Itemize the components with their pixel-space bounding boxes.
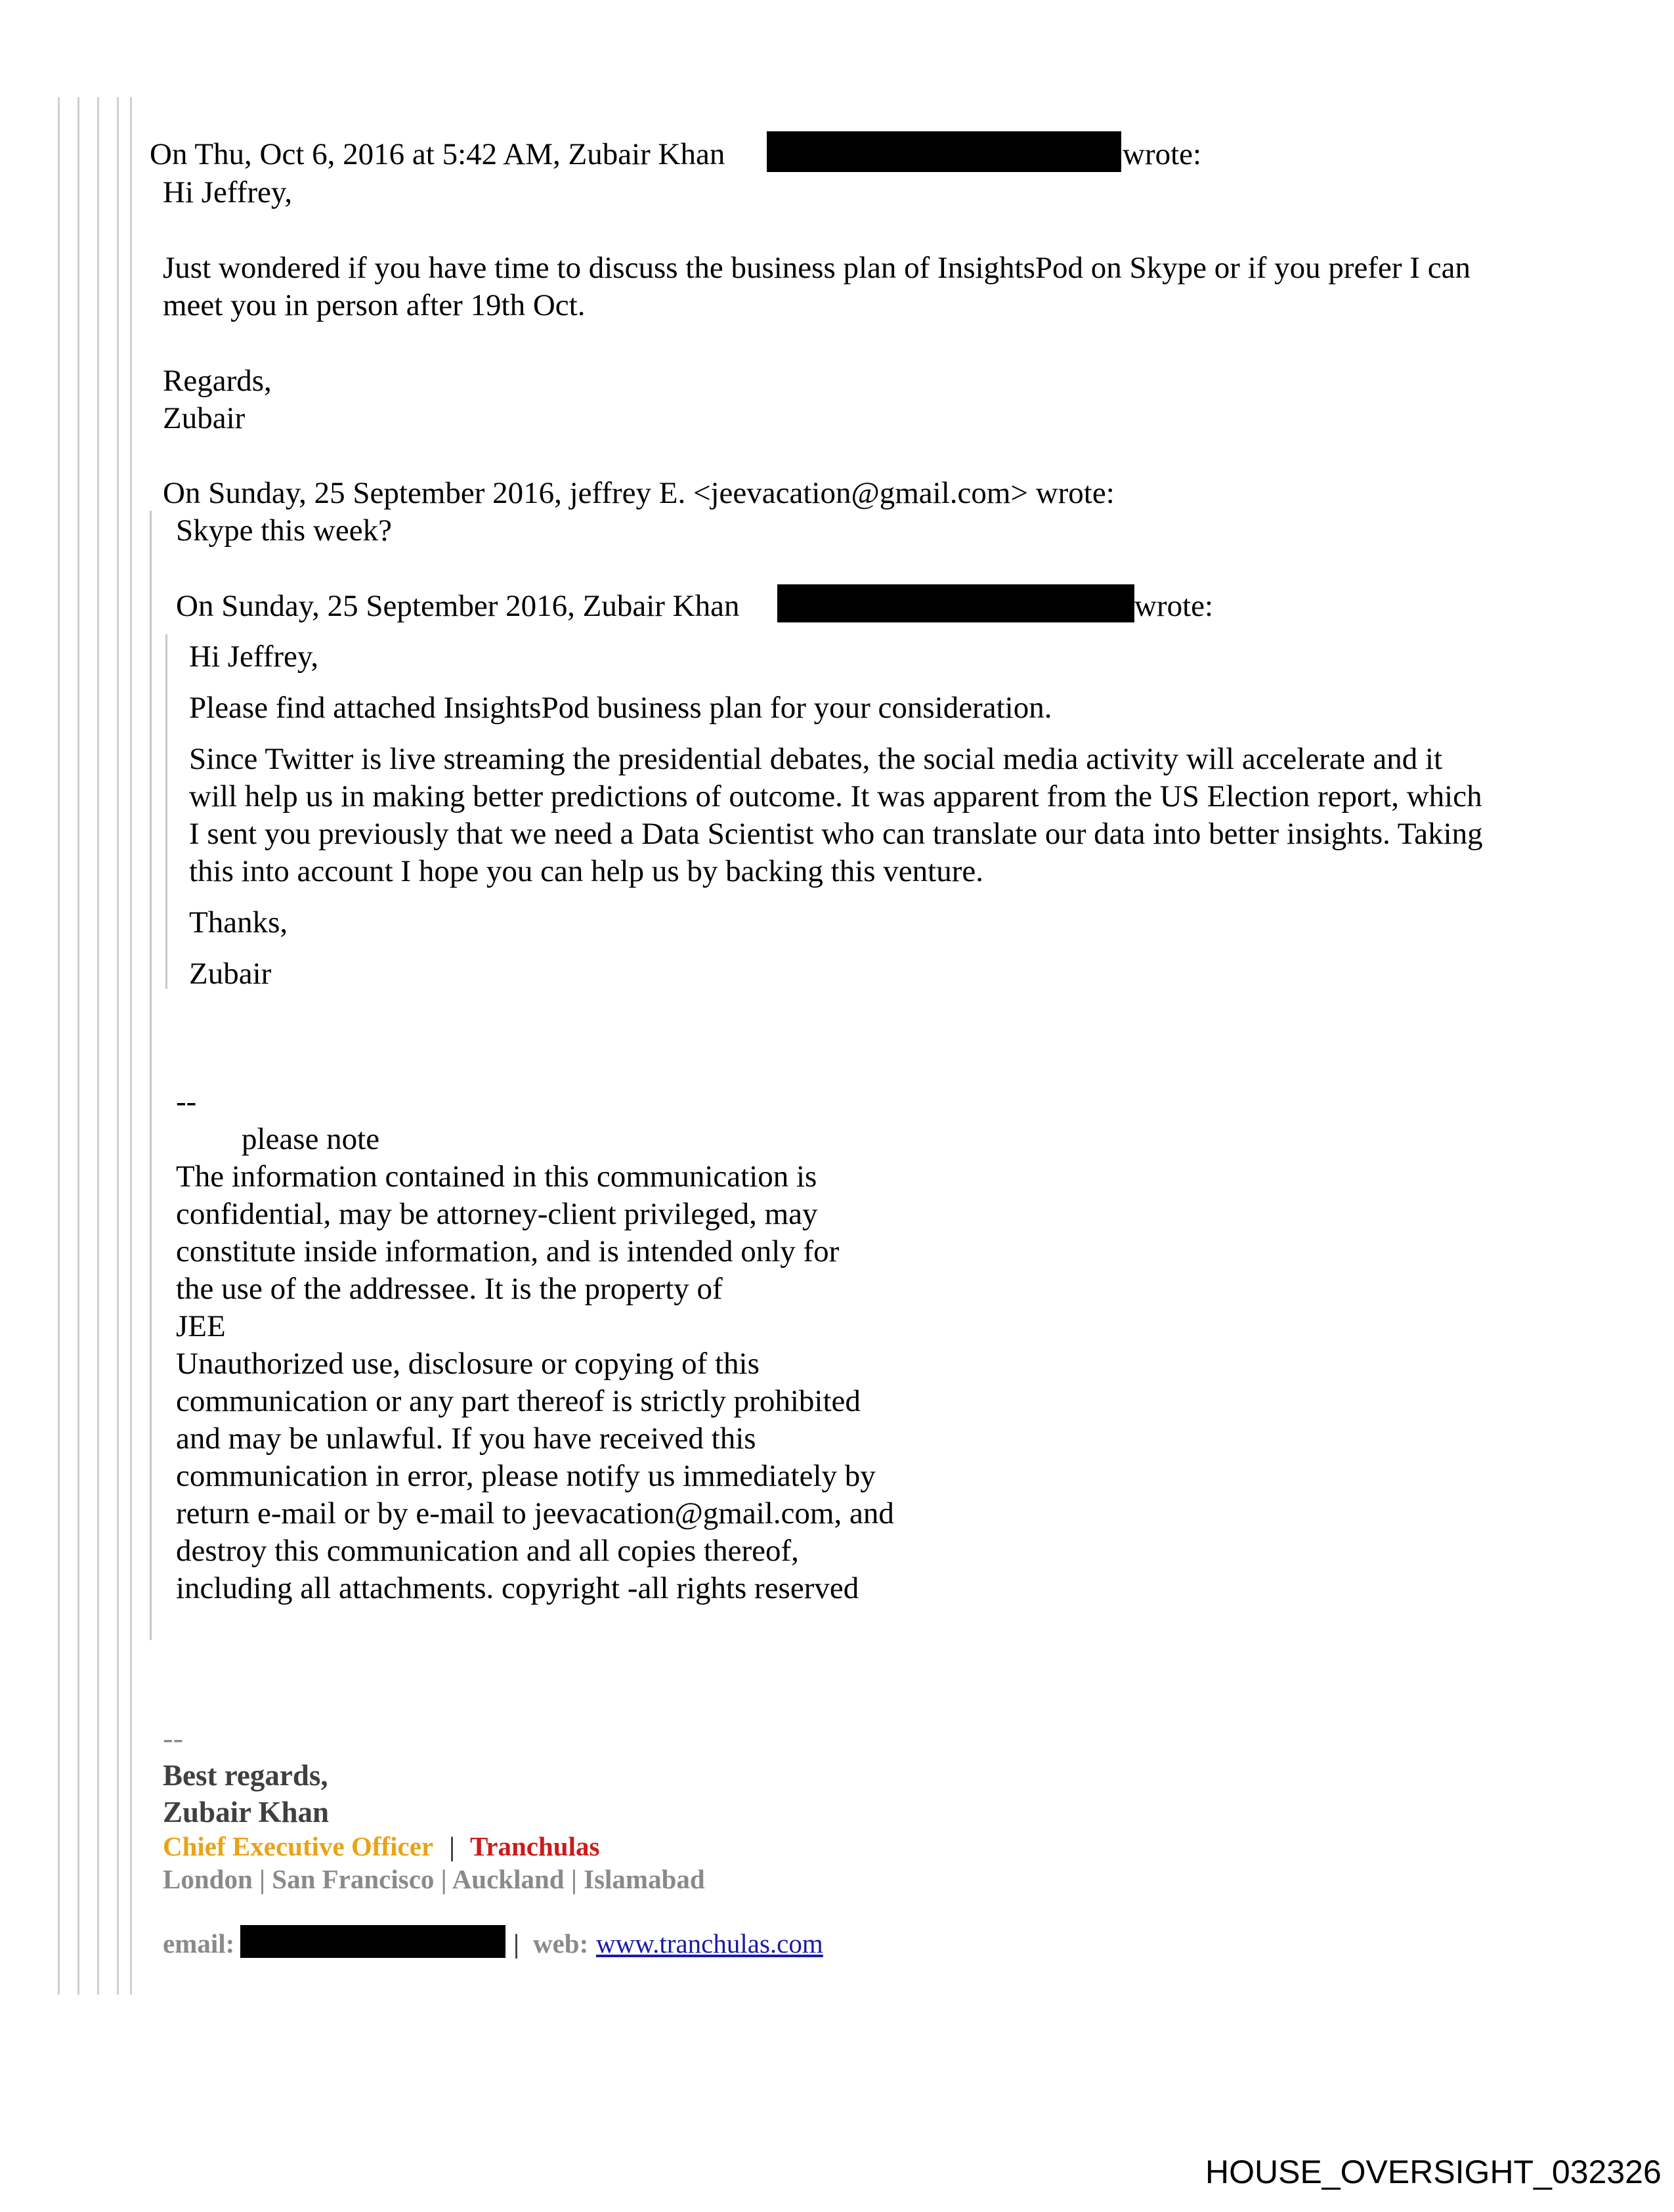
signature-title: Chief Executive Officer — [163, 1831, 434, 1861]
left-rule-2 — [77, 97, 79, 1995]
wrote-label: wrote: — [1123, 137, 1202, 171]
website-link[interactable]: www.tranchulas.com — [596, 1928, 823, 1959]
disclaimer-line: including all attachments. copyright -all rights reserved — [176, 1571, 859, 1605]
closing: Regards, — [163, 364, 272, 398]
quote-rule — [150, 511, 152, 1640]
disclaimer-line: JEE — [176, 1309, 226, 1343]
signature-web-separator: | — [513, 1928, 520, 1959]
disclaimer-line: destroy this communication and all copies thereof, — [176, 1534, 799, 1568]
disclaimer-line: and may be unlawful. If you have received this — [176, 1421, 756, 1456]
redaction-box — [777, 584, 1134, 622]
left-rule-3 — [97, 97, 99, 1995]
redaction-box — [767, 131, 1121, 172]
bates-number: HOUSE_OVERSIGHT_032326 — [1205, 2154, 1662, 2190]
signature-name: Zubair Khan — [163, 1796, 330, 1829]
disclaimer-line: confidential, may be attorney-client privileged, may — [176, 1197, 818, 1231]
signature-regards: Best regards, — [163, 1759, 328, 1792]
separator: -- — [176, 1085, 197, 1119]
wrote-label: wrote: — [1134, 589, 1214, 623]
disclaimer-line: the use of the addressee. It is the property of — [176, 1272, 723, 1306]
left-rule-4 — [117, 97, 119, 1995]
left-rule-5 — [130, 97, 132, 1995]
redaction-box — [240, 1925, 505, 1958]
disclaimer-heading: please note — [242, 1122, 380, 1156]
disclaimer-line: communication or any part thereof is strictly prohibited — [176, 1384, 861, 1418]
body-line: meet you in person after 19th Oct. — [163, 288, 586, 322]
body-line: I sent you previously that we need a Data Scientist who can translate our data into better insights. Taking — [189, 817, 1483, 851]
body-line: this into account I hope you can help us by backing this venture. — [189, 854, 983, 888]
signature-company: Tranchulas — [470, 1831, 600, 1861]
quoted-header: On Sunday, 25 September 2016, jeffrey E. <jeevacation@gmail.com> wrote: — [163, 476, 1115, 510]
body-line: Since Twitter is live streaming the presidential debates, the social media activity will accelerate and it — [189, 742, 1443, 776]
email-date-line: On Thu, Oct 6, 2016 at 5:42 AM, Zubair Khan — [150, 137, 725, 171]
signature-web-label: web: — [533, 1928, 589, 1959]
thanks: Thanks, — [189, 905, 288, 940]
body-line: will help us in making better predictions of outcome. It was apparent from the US Election report, which — [189, 779, 1482, 813]
disclaimer-line: The information contained in this communication is — [176, 1160, 817, 1194]
body-line: Please find attached InsightsPod business plan for your consideration. — [189, 691, 1052, 725]
disclaimer-line: Unauthorized use, disclosure or copying of this — [176, 1347, 760, 1381]
sender-name: Zubair — [189, 957, 272, 991]
greeting: Hi Jeffrey, — [189, 640, 319, 674]
greeting: Hi Jeffrey, — [163, 175, 293, 209]
disclaimer-line: return e-mail or by e-mail to jeevacation@gmail.com, and — [176, 1496, 894, 1530]
signature-email-label: email: — [163, 1928, 235, 1959]
body-line: Just wondered if you have time to discuss the business plan of InsightsPod on Skype or if you prefer I can — [163, 251, 1470, 285]
signature-pipe: | — [449, 1831, 456, 1861]
quoted-header: On Sunday, 25 September 2016, Zubair Khan — [176, 589, 740, 623]
disclaimer-line: communication in error, please notify us immediately by — [176, 1459, 876, 1493]
sender-name: Zubair — [163, 401, 246, 435]
quote-rule — [165, 634, 167, 989]
separator: -- — [163, 1722, 184, 1756]
signature-cities: London | San Francisco | Auckland | Islamabad — [163, 1864, 705, 1894]
disclaimer-line: constitute inside information, and is intended only for — [176, 1234, 840, 1269]
left-rule-1 — [58, 97, 60, 1995]
quoted-body: Skype this week? — [176, 513, 392, 548]
